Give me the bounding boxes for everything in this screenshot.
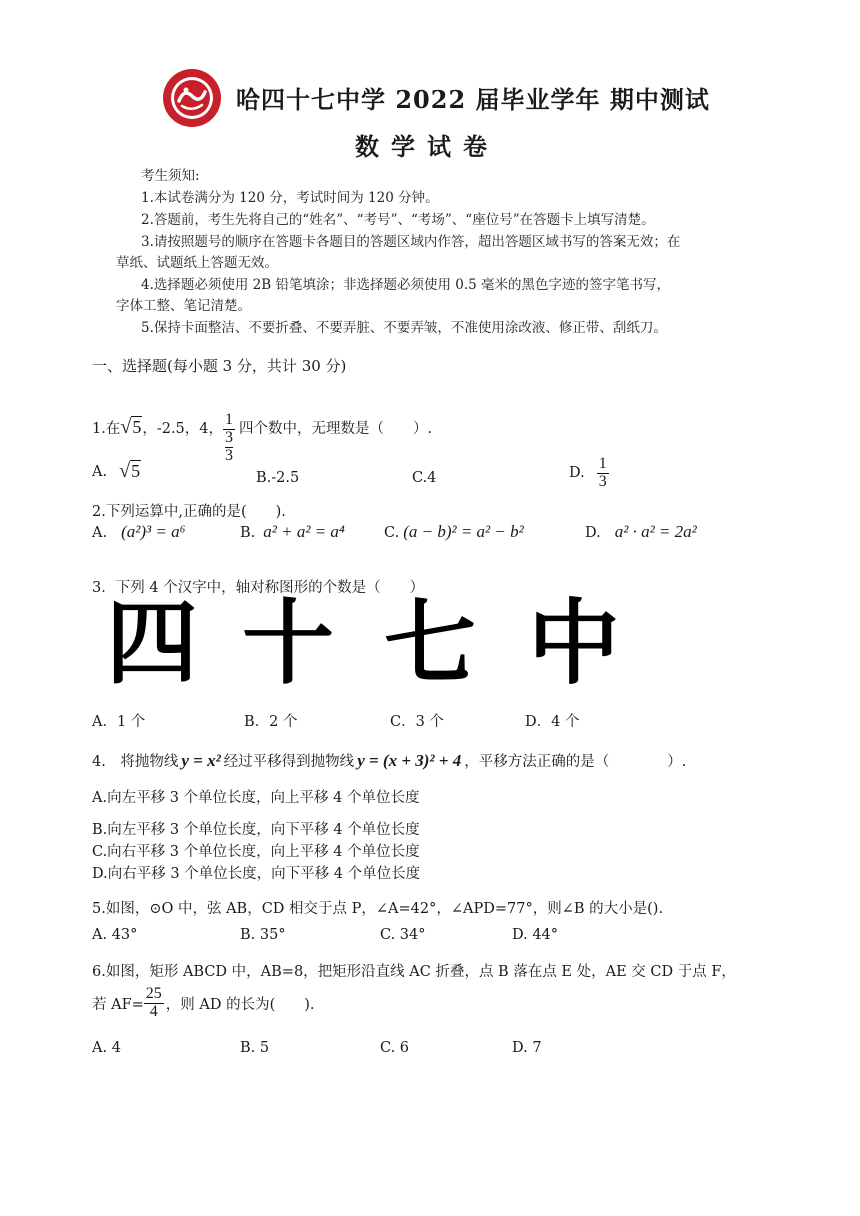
fraction-denominator: 4 bbox=[149, 1002, 158, 1020]
q2-option-a bbox=[92, 522, 186, 542]
q6-option-b: B. 5 bbox=[240, 1040, 270, 1056]
q4-option-c: C.向右平移 3 个单位长度，向上平移 4 个单位长度 bbox=[92, 844, 420, 860]
notice-heading: 考生须知: bbox=[141, 168, 200, 184]
page-title: 哈四十七中学 2022 届毕业学年 期中测试 bbox=[236, 85, 710, 114]
math-expression: a² + a² = a⁴ bbox=[263, 522, 345, 541]
q4-suffix: ，平移方法正确的是（ ）. bbox=[464, 754, 687, 770]
question-2: 2.下列运算中,正确的是( ). bbox=[92, 504, 286, 520]
math-expression: a² · a² = 2a² bbox=[614, 522, 697, 541]
section-heading: 一、选择题(每小题 3 分，共计 30 分) bbox=[92, 357, 347, 375]
q1-option-c: C.4 bbox=[412, 470, 437, 486]
q3-option-b: B．2 个 bbox=[244, 714, 298, 730]
question-6-line2 bbox=[92, 986, 315, 1021]
hanzi-shi: 十 bbox=[242, 590, 335, 697]
hanzi-zhong: 中 bbox=[528, 590, 621, 697]
option-label: D. bbox=[585, 525, 601, 541]
math-expression: (a²)³ = a⁶ bbox=[121, 522, 186, 541]
hanzi-si: 四 bbox=[106, 590, 199, 697]
notice-line: 3.请按照题号的顺序在答题卡各题目的答题区域内作答，超出答题区域书写的答案无效；在 bbox=[141, 234, 681, 250]
q4-option-d: D.向右平移 3 个单位长度，向下平移 4 个单位长度 bbox=[92, 866, 421, 882]
fraction-denominator: 3 bbox=[225, 446, 234, 464]
sqrt-radicand: 5 bbox=[131, 461, 141, 481]
option-label: D. bbox=[569, 465, 585, 482]
school-logo bbox=[162, 68, 222, 128]
q6-option-d: D. 7 bbox=[512, 1040, 542, 1056]
math-expression: (a − b)² = a² − b² bbox=[403, 522, 524, 541]
notice-line: 字体工整、笔记清楚。 bbox=[116, 298, 251, 314]
q6-option-c: C. 6 bbox=[380, 1040, 410, 1056]
question-6: 6.如图，矩形 ABCD 中，AB=8，把矩形沿直线 AC 折叠，点 B 落在点 E 处，AE 交 CD 于点 F， bbox=[92, 964, 736, 980]
q1-suffix: 四个数中，无理数是（ ）. bbox=[239, 420, 433, 437]
q4-option-b: B.向左平移 3 个单位长度，向下平移 4 个单位长度 bbox=[92, 822, 420, 838]
fraction-denominator: 3 bbox=[225, 428, 234, 446]
q2-option-c bbox=[384, 522, 524, 542]
page-subtitle: 数学试卷 bbox=[355, 132, 499, 161]
notice-line: 1.本试卷满分为 120 分，考试时间为 120 分钟。 bbox=[141, 190, 439, 206]
question-3: 3．下列 4 个汉字中，轴对称图形的个数是（ ） bbox=[92, 580, 425, 596]
math-expression: y = (x + 3)² + 4 bbox=[357, 751, 462, 770]
sqrt-radicand: 5 bbox=[132, 416, 142, 437]
notice-line: 4.选择题必须使用 2B 铅笔填涂；非选择题必须使用 0.5 毫米的黑色字迹的签字笔书写， bbox=[141, 277, 671, 293]
math-expression: y = x² bbox=[181, 751, 221, 770]
sqrt-expr: √5 bbox=[120, 415, 142, 438]
notice-line: 草纸、试题纸上答题无效。 bbox=[116, 255, 278, 271]
q5-option-d: D. 44° bbox=[512, 927, 559, 943]
q1-prefix: 1.在 bbox=[92, 420, 121, 437]
q6-prefix: 若 AF= bbox=[92, 996, 144, 1013]
q4-option-a: A.向左平移 3 个单位长度，向上平移 4 个单位长度 bbox=[92, 790, 420, 806]
q6-suffix: ，则 AD 的长为( ). bbox=[165, 996, 315, 1013]
option-label: B. bbox=[240, 525, 256, 541]
q1-mid: ，-2.5，4， bbox=[142, 420, 224, 437]
q2-option-d bbox=[585, 522, 697, 542]
fraction bbox=[144, 986, 164, 1021]
option-label: A. bbox=[92, 525, 108, 541]
option-label: C. bbox=[384, 525, 400, 541]
q5-option-c: C. 34° bbox=[380, 927, 426, 943]
q3-option-a: A．1 个 bbox=[92, 714, 146, 730]
q5-option-b: B. 35° bbox=[240, 927, 286, 943]
option-label: A. bbox=[92, 463, 108, 480]
fraction-numerator: 1 bbox=[225, 411, 234, 428]
q3-option-d: D．4 个 bbox=[525, 714, 580, 730]
q5-option-a: A. 43° bbox=[92, 927, 138, 943]
fraction-numerator: 25 bbox=[145, 985, 162, 1002]
question-4 bbox=[92, 750, 686, 771]
fraction bbox=[223, 412, 235, 464]
notice-line: 2.答题前，考生先将自己的“姓名”、“考号”、“考场”、“座位号”在答题卡上填写清楚。 bbox=[141, 212, 655, 228]
sqrt-expr: √5 bbox=[119, 460, 141, 482]
fraction-denominator: 3 bbox=[598, 472, 607, 490]
q3-option-c: C．3 个 bbox=[390, 714, 444, 730]
question-5: 5.如图，⊙O 中，弦 AB，CD 相交于点 P，∠A=42°，∠APD=77°，则∠B 的大小是(). bbox=[92, 901, 664, 917]
q2-option-b bbox=[240, 522, 345, 542]
q1-option-d bbox=[569, 456, 609, 491]
q4-mid: 经过平移得到抛物线 bbox=[223, 754, 355, 770]
hanzi-qi: 七 bbox=[384, 590, 477, 697]
notice-line: 5.保持卡面整洁、不要折叠、不要弄脏、不要弄皱，不准使用涂改液、修正带、刮纸刀。 bbox=[141, 320, 667, 336]
question-1 bbox=[92, 390, 432, 464]
fraction bbox=[597, 456, 609, 491]
q6-option-a: A. 4 bbox=[92, 1040, 121, 1056]
q1-option-b: B.-2.5 bbox=[256, 470, 300, 486]
fraction-numerator: 1 bbox=[598, 455, 607, 472]
q4-prefix: 4. 将抛物线 bbox=[92, 754, 179, 770]
q1-option-a bbox=[92, 460, 141, 483]
